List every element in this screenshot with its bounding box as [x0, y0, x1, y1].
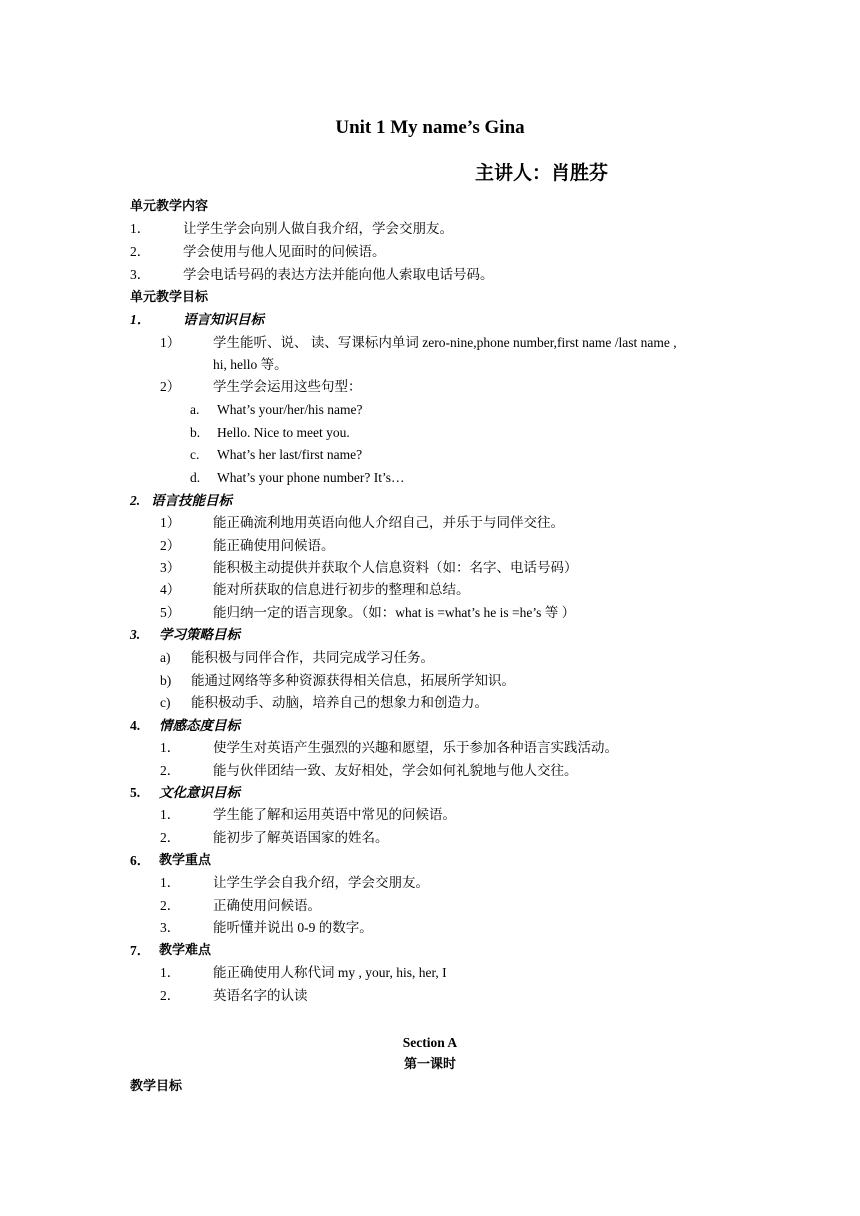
goal-item-num: 3． [160, 920, 181, 935]
goal-number: 7． [130, 943, 151, 958]
goal-item-text: 能初步了解英语国家的姓名。 [213, 830, 389, 845]
goal-item-num: 1． [160, 965, 181, 980]
goal-item-text: 能听懂并说出 0-9 的数字。 [213, 920, 373, 935]
goal-number: 4. [130, 718, 141, 733]
goal-item-text: 学生学会运用这些句型： [213, 379, 362, 394]
lesson-title: 第一课时 [403, 1057, 456, 1072]
sentence-text: Hello. Nice to meet you. [217, 425, 350, 440]
goals-heading: 单元教学目标 [130, 290, 209, 305]
content-item-num: 1． [130, 221, 151, 236]
goal-title: 情感态度目标 [159, 718, 240, 733]
goal-number: 1． [130, 312, 151, 327]
goal-item-num: b) [160, 673, 172, 688]
goal-item-num: 2． [160, 830, 181, 845]
sentence-text: What’s your/her/his name? [217, 402, 363, 417]
goal-item-continuation: hi, hello 等。 [213, 357, 288, 372]
goal-item-text: 能与伙伴团结一致、友好相处，学会如何礼貌地与他人交往。 [213, 763, 578, 778]
goal-item-text: 能通过网络等多种资源获得相关信息，拓展所学知识。 [191, 673, 515, 688]
goal-item-num: 1． [160, 875, 181, 890]
goal-item-text: 让学生学会自我介绍，学会交朋友。 [213, 875, 429, 890]
goal-item-text: 能正确使用人称代词 my , your, his, her, I [213, 965, 447, 980]
content-item-text: 让学生学会向别人做自我介绍，学会交朋友。 [183, 221, 453, 236]
goal-number: 5. [130, 785, 141, 800]
goal-item-text: 能归纳一定的语言现象。（如：what is =what’s he is =he’s 等 ） [213, 605, 576, 620]
goal-item-text: 学生能了解和运用英语中常见的问候语。 [213, 807, 456, 822]
goal-item-text: 能正确使用问候语。 [213, 538, 335, 553]
goal-item-text: 正确使用问候语。 [213, 898, 321, 913]
goal-item-num: 2． [160, 898, 181, 913]
document-title: Unit 1 My name’s Gina [335, 117, 525, 138]
sentence-text: What’s her last/first name? [217, 447, 363, 462]
goal-item-text: 使学生对英语产生强烈的兴趣和愿望，乐于参加各种语言实践活动。 [213, 740, 618, 755]
goal-title: 教学重点 [159, 853, 212, 868]
goal-item-num: 5） [160, 605, 181, 620]
lesson-goals-heading: 教学目标 [130, 1079, 183, 1094]
sentence-label: b. [190, 425, 201, 440]
goal-item-num: 2） [160, 538, 181, 553]
sentence-label: c. [190, 447, 200, 462]
goal-title: 文化意识目标 [159, 785, 240, 800]
goal-item-num: 1） [160, 335, 181, 350]
goal-item-num: c) [160, 695, 171, 710]
goal-item-num: a) [160, 650, 171, 665]
goal-item-text: 能正确流利地用英语向他人介绍自己，并乐于与同伴交往。 [213, 515, 564, 530]
goal-item-text: 能积极动手、动脑，培养自己的想象力和创造力。 [191, 695, 488, 710]
goal-item-num: 3） [160, 560, 181, 575]
speaker-line: 主讲人：肖胜芬 [475, 162, 609, 184]
goal-item-num: 2） [160, 379, 181, 394]
section-title: Section A [402, 1035, 458, 1050]
goal-number: 6． [130, 853, 151, 868]
goal-item-num: 4） [160, 582, 181, 597]
goal-item-text: 能对所获取的信息进行初步的整理和总结。 [213, 582, 470, 597]
content-item-num: 2． [130, 244, 151, 259]
goal-title: 教学难点 [159, 943, 212, 958]
goal-item-text: 能积极主动提供并获取个人信息资料（如：名字、电话号码） [213, 560, 578, 575]
content-item-num: 3． [130, 267, 151, 282]
goal-title: 学习策略目标 [159, 627, 240, 642]
goal-number: 2. [130, 493, 141, 508]
content-heading: 单元教学内容 [130, 199, 209, 214]
goal-item-num: 2． [160, 988, 181, 1003]
goal-item-text: 英语名字的认读 [213, 988, 308, 1003]
goal-item-text: 学生能听、说、 读、写课标内单词 zero-nine,phone number,first name /last name , [213, 335, 677, 350]
goal-item-num: 2． [160, 763, 181, 778]
goal-item-num: 1． [160, 807, 181, 822]
goal-title: 语言知识目标 [183, 312, 264, 327]
sentence-label: d. [190, 470, 201, 485]
sentence-label: a. [190, 402, 200, 417]
goal-number: 3. [130, 627, 141, 642]
sentence-text: What’s your phone number? It’s… [217, 470, 405, 485]
goal-item-num: 1． [160, 740, 181, 755]
content-item-text: 学会电话号码的表达方法并能向他人索取电话号码。 [183, 267, 494, 282]
goal-item-num: 1） [160, 515, 181, 530]
goal-item-text: 能积极与同伴合作，共同完成学习任务。 [191, 650, 434, 665]
content-item-text: 学会使用与他人见面时的问候语。 [183, 244, 386, 259]
goal-title: 语言技能目标 [151, 493, 232, 508]
